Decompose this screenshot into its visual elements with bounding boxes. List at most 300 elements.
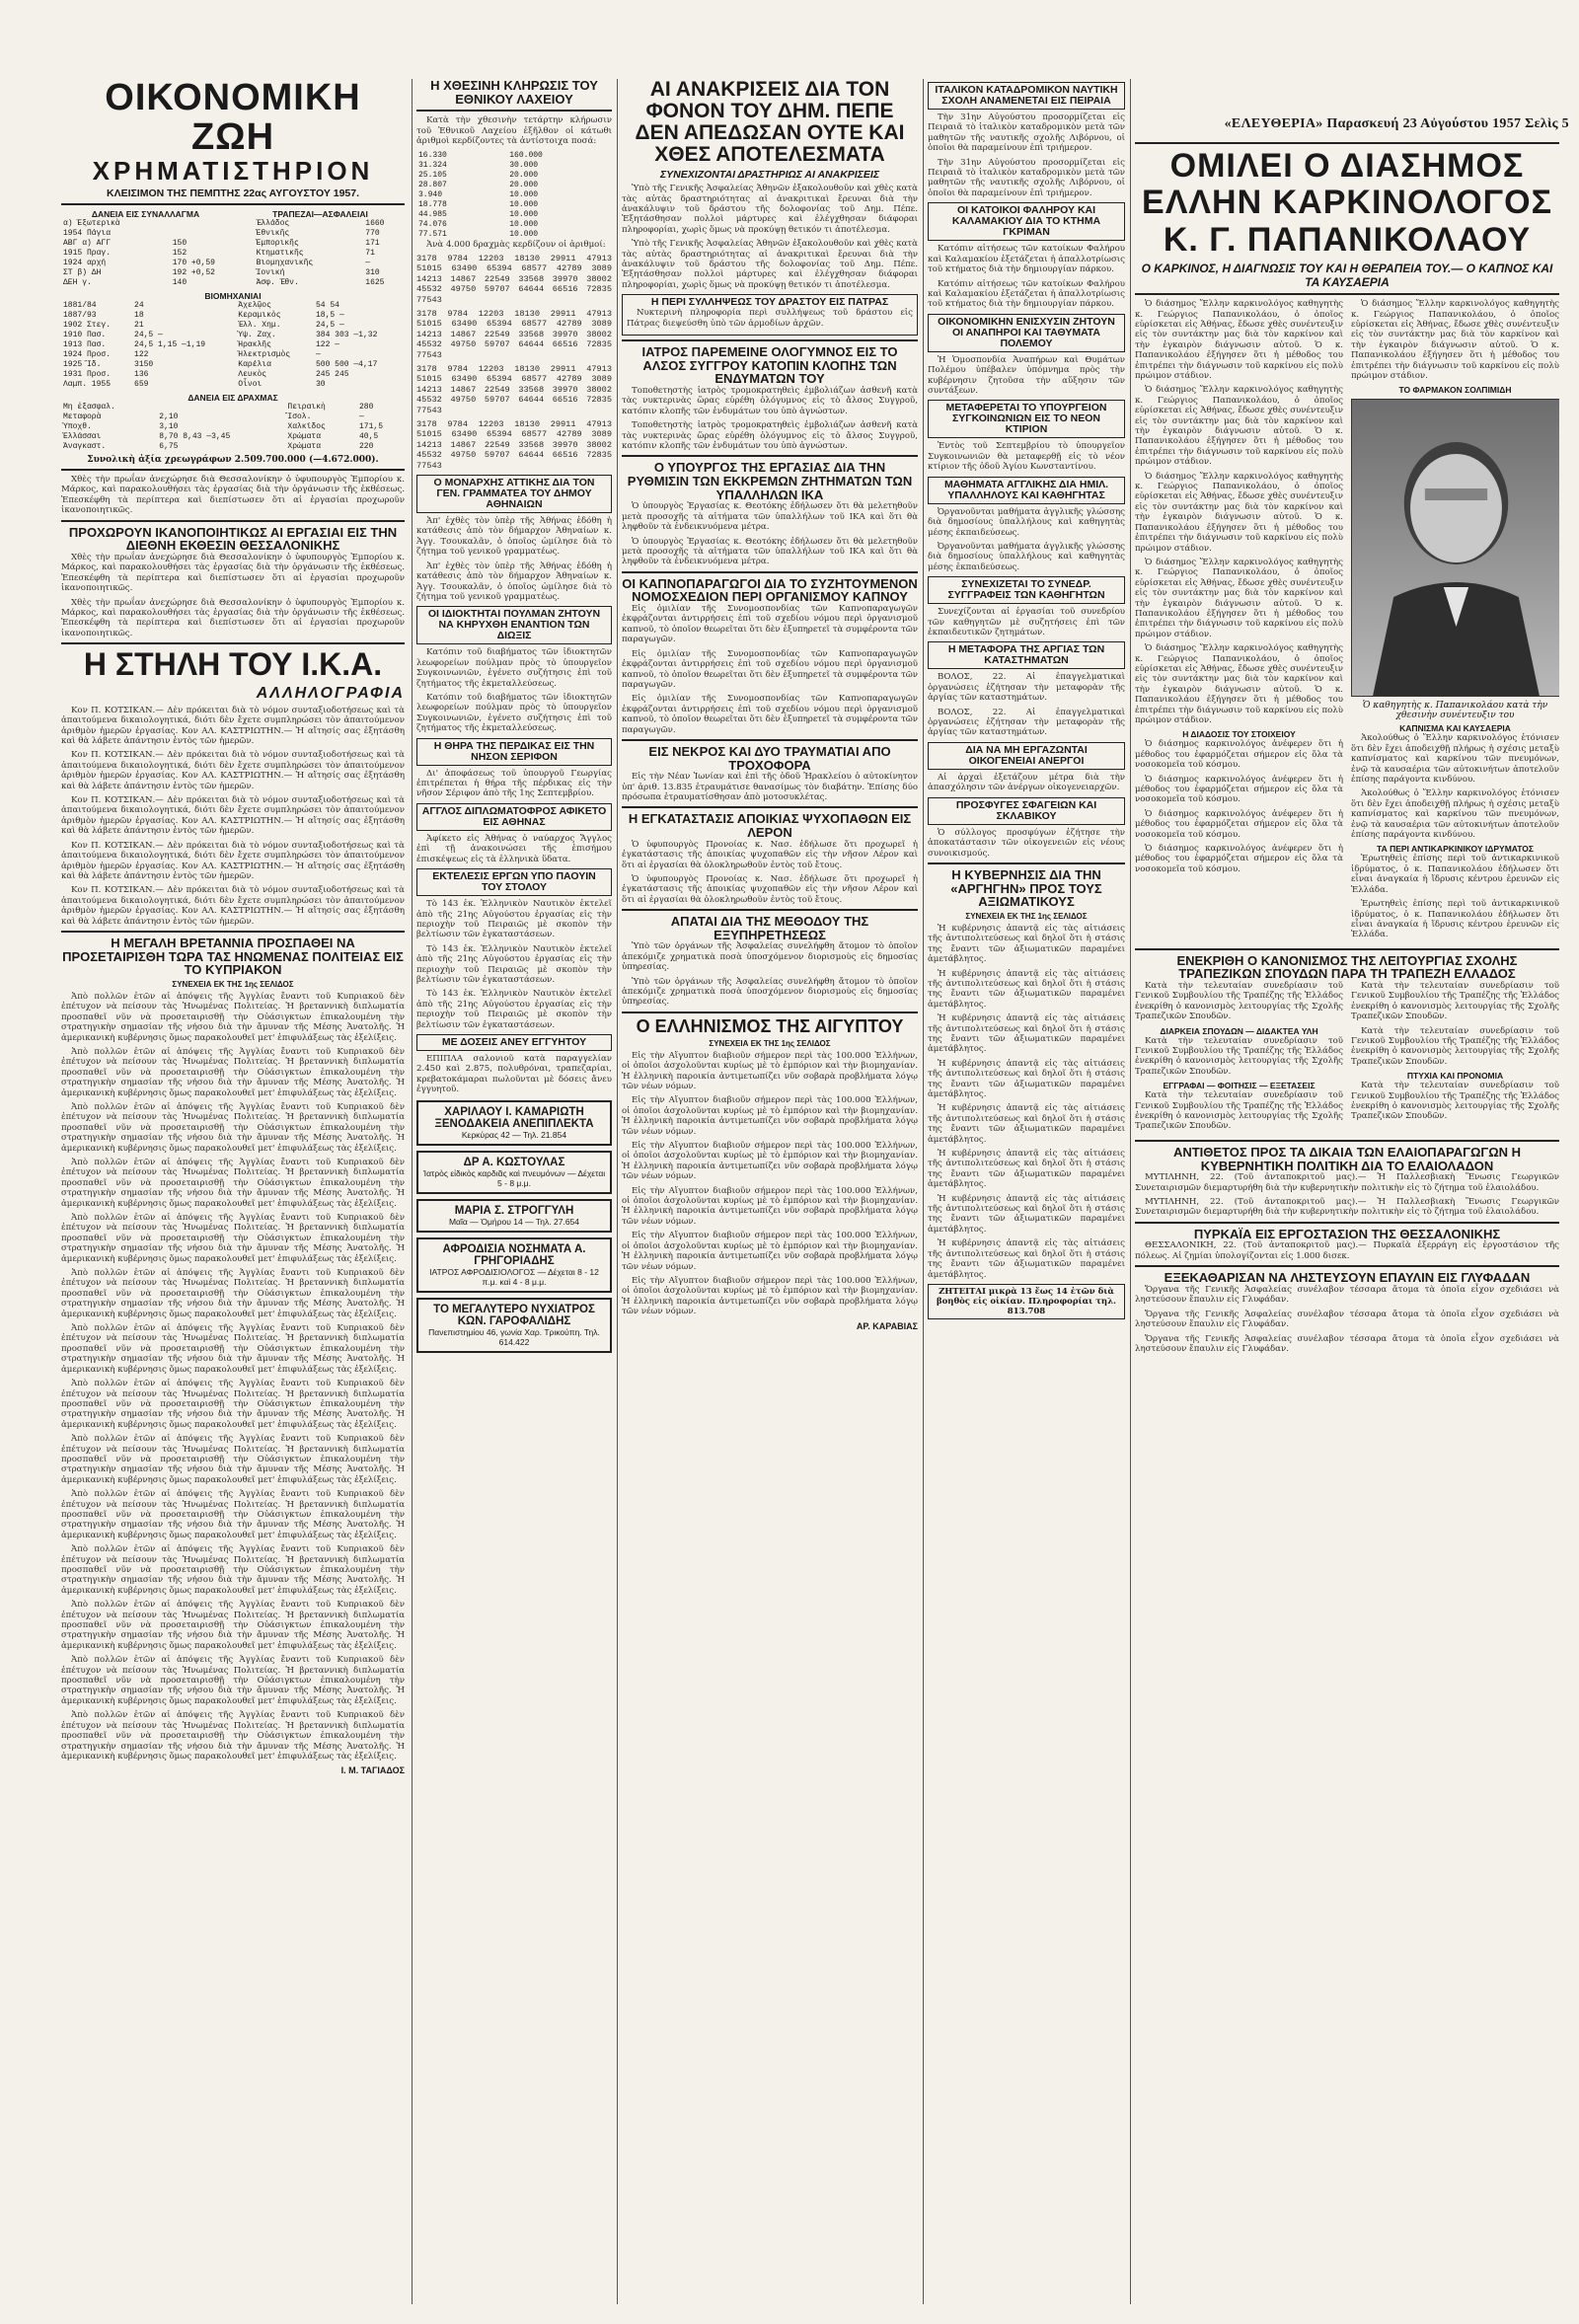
article-body: Τὴν 31ην Αὐγούστου προσορμίζεται εἰς Πειραιᾶ τὸ ἰταλικὸν καταδρομικὸν μετὰ τῶν μαθητῶν τῆς ναυτικῆς σχολῆς Λιβόρνου, οἱ ὁποῖοι θὰ παραμείνουν ἐπὶ τριήμερον. xyxy=(928,112,1125,154)
table-cell: 6,75 xyxy=(159,442,179,452)
article-body: Ἀπὸ πολλῶν ἐτῶν αἱ ἀπόψεις τῆς Ἀγγλίας ἔναντι τοῦ Κυπριακοῦ δὲν ἐπέτυχον νὰ πείσουν τὰς Ἡνωμένας Πολιτείας. Ἡ βρεταννικὴ διπλωματία προσπαθεῖ νῦν νὰ προσεταιρισθῇ τὴν Οὐάσιγκτων ἐπικαλουμένη τὴν στρατηγικὴν σημασίαν τῆς νήσου διὰ τὴν ἄμυναν τῆς Μέσης Ἀνατολῆς. Ἡ ἀμερικανικὴ κυβέρνησις ὅμως παρακολουθεῖ μετ' ἐπιφυλάξεως τὰς ἐξελίξεις. xyxy=(61,1268,405,1319)
portrait-photo xyxy=(1351,399,1559,697)
table-row xyxy=(416,230,612,240)
table-cell: — xyxy=(359,412,364,422)
article-body: Δι' ἀποφάσεως τοῦ ὑπουργοῦ Γεωργίας ἐπιτρέπεται ἡ θήρα τῆς πέρδικας εἰς τὴν νῆσον Σέριφον ἀπὸ τῆς 1ης Σεπτεμβρίου. xyxy=(416,768,612,799)
table-cell: Ἀναγκαστ. xyxy=(63,442,107,452)
table-cell: 20.000 xyxy=(509,180,539,189)
article-body: Ἀπὸ πολλῶν ἐτῶν αἱ ἀπόψεις τῆς Ἀγγλίας ἔναντι τοῦ Κυπριακοῦ δὲν ἐπέτυχον νὰ πείσουν τὰς Ἡνωμένας Πολιτείας. Ἡ βρεταννικὴ διπλωματία προσπαθεῖ νῦν νὰ προσεταιρισθῇ τὴν Οὐάσιγκτων ἐπικαλουμένη τὴν στρατηγικὴν σημασίαν τῆς νήσου διὰ τὴν ἄμυναν τῆς Μέσης Ἀνατολῆς. Ἡ ἀμερικανικὴ κυβέρνησις ὅμως παρακολουθεῖ μετ' ἐπιφυλάξεως τὰς ἐξελίξεις. xyxy=(61,1101,405,1154)
table-row xyxy=(61,370,405,380)
article-headline: Ο ΥΠΟΥΡΓΟΣ ΤΗΣ ΕΡΓΑΣΙΑΣ ΔΙΑ ΤΗΝ ΡΥΘΜΙΣΙΝ ΤΩΝ ΕΚΚΡΕΜΩΝ ΖΗΤΗΜΑΤΩΝ ΤΩΝ ΥΠΑΛΛΗΛΩΝ ΙΚΑ xyxy=(627,460,913,502)
dateline: ΚΛΕΙΣΙΜΟΝ ΤΗΣ ΠΕΜΠΤΗΣ 22ας ΑΥΓΟΥΣΤΟΥ 1957. xyxy=(106,187,360,200)
table-cell: ΔΕΗ γ. xyxy=(63,278,92,288)
article-headline: ΑΝΤΙΘΕΤΟΣ ΠΡΟΣ ΤΑ ΔΙΚΑΙΑ ΤΩΝ ΕΛΑΙΟΠΑΡΑΓΩΓΩΝ Η ΚΥΒΕΡΝΗΤΙΚΗ ΠΟΛΙΤΙΚΗ ΔΙΑ ΤΟ ΕΛΑΙΟΛΑΔΟΝ xyxy=(1172,1144,1522,1173)
table-row xyxy=(61,380,405,390)
ad-name: ΤΟ ΜΕΓΑΛΥΤΕΡΟ ΝΥΧΙΑΤΡΟΣ ΚΩΝ. ΓΑΡΟΦΑΛΙΔΗΣ xyxy=(433,1303,595,1327)
article-body: Ὀργανοῦνται μαθήματα ἀγγλικῆς γλώσσης διὰ δημοσίους ὑπαλλήλους καὶ καθηγητὰς μέσης ἐκπαιδεύσεως. xyxy=(928,541,1125,572)
article-body: Κον Π. ΚΟΤΣΙΚΑΝ.— Δὲν πρόκειται διὰ τὸ νόμον συνταξιοδοτήσεως καὶ τὰ ἀπαιτούμενα δικαιολογητικά, διότι δὲν ἔχετε συμπληρώσει τὸν ἀπαιτούμενον ἀριθμὸν ἡμερῶν ἐργασίας. Κον ΑΛ. ΚΑΣΤΡΙΩΤΗΝ.— Ἡ αἴτησίς σας ἐξητάσθη καὶ θὰ λάβετε ἀπάντησιν ἐντὸς τῶν ἡμερῶν. xyxy=(61,795,405,837)
article-body: Κον Π. ΚΟΤΣΙΚΑΝ.— Δὲν πρόκειται διὰ τὸ νόμον συνταξιοδοτήσεως καὶ τὰ ἀπαιτούμενα δικαιολογητικά, διότι δὲν ἔχετε συμπληρώσει τὸν ἀπαιτούμενον ἀριθμὸν ἡμερῶν ἐργασίας. Κον ΑΛ. ΚΑΣΤΡΙΩΤΗΝ.— Ἡ αἴτησίς σας ἐξητάσθη καὶ θὰ λάβετε ἀπάντησιν ἐντὸς τῶν ἡμερῶν. xyxy=(61,705,405,747)
table-cell: 1954 Πάγια xyxy=(63,229,112,239)
article-body: Ἀκολούθως ὁ Ἕλλην καρκινολόγος ἐτόνισεν ὅτι δὲν ἔχει ἀποδειχθῇ πλήρως ἡ σχέσις μεταξὺ καπνίσματος καὶ καρκίνου τῶν πνευμόνων, ἐνῷ τὰ καυσαέρια τῶν αὐτοκινήτων ἀποτελοῦν ἐπίσης παράγοντα κινδύνου. xyxy=(1351,788,1559,841)
article-body: Κατόπιν τοῦ διαβήματος τῶν ἰδιοκτητῶν λεωφορείων πούλμαν πρὸς τὸ ὑπουργεῖον Συγκοινωνιῶν, ἐγένετο συζήτησις ἐπὶ τοῦ ζητήματος τῆς ἐκμεταλλεύσεως. xyxy=(416,693,612,734)
table-cell: Καρέλια xyxy=(238,360,271,370)
article-headline: ΠΡΟΧΩΡΟΥΝ ΙΚΑΝΟΠΟΙΗΤΙΚΩΣ ΑΙ ΕΡΓΑΣΙΑΙ ΕΙΣ ΤΗΝ ΔΙΕΘΝΗ ΕΚΘΕΣΙΝ ΘΕΣΣΑΛΟΝΙΚΗΣ xyxy=(68,524,398,554)
article-subhead: Η ΔΙΑΔΟΣΙΣ ΤΟΥ ΣΤΟΙΧΕΙΟΥ xyxy=(1182,729,1296,740)
article-body: Ἀπ' ἐχθὲς τὸν ὑπὲρ τῆς Ἀθήνας ἐδόθη ἡ κατάθεσις ἀπὸ τὸν δήμαρχον Ἀθηναίων κ. Ἀγγ. Τσουκαλᾶν, ὁ ὁποῖος ὡμίλησε διὰ τὸ ζήτημα τοῦ γενικοῦ γραμματέως. xyxy=(416,561,612,602)
article-body: Εἰς ὁμιλίαν τῆς Συνομοσπονδίας τῶν Καπνοπαραγωγῶν ἐκφράζονται ἀντιρρήσεις ἐπὶ τοῦ σχεδίου νόμου περὶ ὀργανισμοῦ καπνοῦ, τὸ ὁποῖον θεωρεῖται ὅτι δὲν ἐξυπηρετεῖ τὰ συμφέροντα τῶν παραγωγῶν. xyxy=(622,694,918,735)
article-body: Ἐντὸς τοῦ Σεπτεμβρίου τὸ ὑπουργεῖον Συγκοινωνιῶν θὰ μεταφερθῇ εἰς τὸ νέον κτίριον τῆς ὁδοῦ Ἀγίου Κωνσταντίνου. xyxy=(928,441,1125,473)
article-body: Ἡ κυβέρνησις ἀπαντᾷ εἰς τὰς αἰτιάσεις τῆς ἀντιπολιτεύσεως καὶ δηλοῖ ὅτι ἡ στάσις της ἔναντι τῶν ἀξιωματικῶν παραμένει ἀμετάβλητος. xyxy=(928,1058,1125,1099)
article-body: Εἰς τὴν Νέαν Ἰωνίαν καὶ ἐπὶ τῆς ὁδοῦ Ἡρακλείου ὁ αὐτοκίνητον ὑπ' ἀριθ. 13.835 ἐτραυμάτισε θανασίμως τὸν διαβάτην. Ἐπίσης δύο πρόσωπα ἐτραυματίσθησαν ἀπὸ μοτοσυκλέτας. xyxy=(622,772,918,803)
article-headline: ΠΡΟΣΦΥΓΕΣ ΣΦΑΓΕΙΩΝ ΚΑΙ ΣΚΛΑΒΙΚΟΥ xyxy=(955,798,1097,822)
table-cell: 280 xyxy=(359,403,374,412)
article-body: Ἀφίκετο εἰς Ἀθήνας ὁ ναύαρχος Ἄγγλος ἐπὶ τῇ ἀνακοινώσει τῆς ἐπισήμου ἐπισκέψεως εἰς τὰ ἑλληνικὰ ὕδατα. xyxy=(416,833,612,864)
column-briefs xyxy=(928,79,1125,2306)
table-row xyxy=(416,151,612,161)
lottery-numbers: 3178 9784 12203 18130 29911 47913 51015 63490 65394 68577 42789 3089 14213 14867 22549 33568 39970 38002 45532 49750 59707 64644 66516 72835 77543 xyxy=(416,253,612,305)
table-row xyxy=(61,350,405,360)
table-row xyxy=(416,200,612,210)
table-cell: Ἡρακλῆς xyxy=(238,340,271,350)
table-cell: 2,10 xyxy=(159,412,179,422)
article-body: Ἀπὸ πολλῶν ἐτῶν αἱ ἀπόψεις τῆς Ἀγγλίας ἔναντι τοῦ Κυπριακοῦ δὲν ἐπέτυχον νὰ πείσουν τὰς Ἡνωμένας Πολιτείας. Ἡ βρεταννικὴ διπλωματία προσπαθεῖ νῦν νὰ προσεταιρισθῇ τὴν Οὐάσιγκτων ἐπικαλουμένη τὴν στρατηγικὴν σημασίαν τῆς νήσου διὰ τὴν ἄμυναν τῆς Μέσης Ἀνατολῆς. Ἡ ἀμερικανικὴ κυβέρνησις ὅμως παρακολουθεῖ μετ' ἐπιφυλάξεως τὰς ἐξελίξεις. xyxy=(61,1379,405,1430)
article-body: Ὑπὸ τῶν ὀργάνων τῆς Ἀσφαλείας συνελήφθη ἄτομον τὸ ὁποῖον ἀπεκόμιζε χρηματικὰ ποσὰ ὑποσχόμενον διορισμοὺς εἰς δημοσίας ὑπηρεσίας. xyxy=(622,976,918,1008)
table-row xyxy=(61,311,405,321)
article-body: Τοποθετηστὴς ἰατρὸς τρομοκρατηθεὶς ἐμβολιάζων ἀσθενῆ κατὰ τὰς νυκτερινὰς ὥρας εὑρέθη ὀλόγυμνος εἰς τὸ ἄλσος Συγγροῦ, κατόπιν κλοπῆς τῶν ἐνδυμάτων του ὑπὸ ἀγνώστων. xyxy=(622,420,918,452)
article-headline: ΜΕΤΑΦΕΡΕΤΑΙ ΤΟ ΥΠΟΥΡΓΕΙΟΝ ΣΥΓΚΟΙΝΩΝΙΩΝ ΕΙΣ ΤΟ ΝΕΟΝ ΚΤΙΡΙΟΝ xyxy=(945,402,1107,436)
table-cell: α) Ἐξωτερικὰ xyxy=(63,219,120,229)
table-cell: Ἠλεκτρισμὸς xyxy=(238,350,291,360)
lottery-numbers: 3178 9784 12203 18130 29911 47913 51015 63490 65394 68577 42789 3089 14213 14867 22549 33568 39970 38002 45532 49750 59707 64644 66516 72835 77543 xyxy=(416,419,612,471)
article-headline: Η ΠΕΡΙ ΣΥΛΛΗΨΕΩΣ ΤΟΥ ΔΡΑΣΤΟΥ ΕΙΣ ΠΑΤΡΑΣ xyxy=(650,296,889,309)
table-cell: Ἀχελῷος xyxy=(238,301,271,311)
article-body: Κατὰ τὴν τελευταίαν συνεδρίασιν τοῦ Γενικοῦ Συμβουλίου τῆς Τραπέζης τῆς Ἑλλάδος ἐνεκρίθη ὁ κανονισμὸς λειτουργίας τῆς Σχολῆς Τραπεζικῶν Σπουδῶν. xyxy=(1351,1025,1559,1067)
table-row xyxy=(61,340,405,350)
article-headline: ΟΙΚΟΝΟΜΙΚΗΝ ΕΝΙΣΧΥΣΙΝ ΖΗΤΟΥΝ ΟΙ ΑΝΑΠΗΡΟΙ ΚΑΙ ΤΑΘΥΜΑΤΑ ΠΟΛΕΜΟΥ xyxy=(938,315,1115,349)
article-body: Κατὰ τὴν τελευταίαν συνεδρίασιν τοῦ Γενικοῦ Συμβουλίου τῆς Τραπέζης τῆς Ἑλλάδος ἐνεκρίθη ὁ κανονισμὸς λειτουργίας τῆς Σχολῆς Τραπεζικῶν Σπουδῶν. xyxy=(1135,1090,1343,1132)
article-subhead: ΤΟ ΦΑΡΜΑΚΟΝ ΣΟΛΠΙΜΙΔΗ xyxy=(1398,385,1512,396)
classified-ad xyxy=(416,1100,612,1146)
table-cell: 1931 Προσ. xyxy=(63,370,112,380)
table-cell: 16.330 xyxy=(418,150,447,160)
article-body: Τὴν 31ην Αὐγούστου προσορμίζεται εἰς Πειραιᾶ τὸ ἰταλικὸν καταδρομικὸν μετὰ τῶν μαθητῶν τῆς ναυτικῆς σχολῆς Λιβόρνου, οἱ ὁποῖοι θὰ παραμείνουν ἐπὶ τριήμερον. xyxy=(928,157,1125,198)
article-body: Ὁ διάσημος Ἕλλην καρκινολόγος καθηγητὴς κ. Γεώργιος Παπανικολάου, ὁ ὁποῖος εὑρίσκεται εἰς Ἀθήνας, ἔδωσε χθὲς συνέντευξιν εἰς τὸν συντάκτην μας διὰ τὸν καρκίνον καὶ τὴν ἐγκαιρὸν διάγνωσιν αὐτοῦ. Ὁ κ. Παπανικολάου ἐξήγησεν ὅτι ἡ μέθοδος του ἐπιτρέπει τὴν διάγνωσιν τοῦ καρκίνου εἰς πολὺ πρώιμον στάδιον. xyxy=(1135,471,1343,554)
article-body: Κατὰ τὴν τελευταίαν συνεδρίασιν τοῦ Γενικοῦ Συμβουλίου τῆς Τραπέζης τῆς Ἑλλάδος ἐνεκρίθη ὁ κανονισμὸς λειτουργίας τῆς Σχολῆς Τραπεζικῶν Σπουδῶν. xyxy=(1351,981,1559,1022)
article-headline: Η ΜΕΓΑΛΗ ΒΡΕΤΑΝΝΙΑ ΠΡΟΣΠΑΘΕΙ ΝΑ ΠΡΟΣΕΤΑΙΡΙΣΘΗ ΤΩΡΑ ΤΑΣ ΗΝΩΜΕΝΑΣ ΠΟΛΙΤΕΙΑΣ ΕΙΣ ΤΟ ΚΥΠΡΙΑΚΟΝ xyxy=(62,935,404,978)
article-headline: Η ΜΕΤΑΦΟΡΑ ΤΗΣ ΑΡΓΙΑΣ ΤΩΝ ΚΑΤΑΣΤΗΜΑΤΩΝ xyxy=(947,643,1105,667)
table-head: ΤΡΑΠΕΖΑΙ—ΑΣΦΑΛΕΙΑΙ xyxy=(272,209,368,220)
table-cell: 18 xyxy=(134,311,144,321)
table-cell: Πειραικὴ xyxy=(287,403,326,412)
table-cell: Ἐμπορικῆς xyxy=(256,239,299,249)
lottery-table xyxy=(416,151,612,240)
article-body: Εἰς τὴν Αἴγυπτον διαβιοῦν σήμερον περὶ τὰς 100.000 Ἑλλήνων, οἱ ὁποῖοι ἀσχολοῦνται κυρίως μὲ τὸ ἐμπόριον καὶ τὴν βιομηχανίαν. Ἡ ἑλληνικὴ παροικία ἀντιμετωπίζει νῦν σοβαρὰ προβλήματα λόγῳ τῶν νέων νόμων. xyxy=(622,1275,918,1317)
table-cell: 171 xyxy=(365,239,380,249)
table-row xyxy=(61,239,405,249)
article-body: Ὄργανα τῆς Γενικῆς Ἀσφαλείας συνέλαβον τέσσαρα ἄτομα τὰ ὁποῖα εἶχον σχεδιάσει νὰ ληστεύσουν ἔπαυλιν εἰς Γλυφάδαν. xyxy=(1135,1284,1559,1306)
article-body: Ὁ διάσημος Ἕλλην καρκινολόγος καθηγητὴς κ. Γεώργιος Παπανικολάου, ὁ ὁποῖος εὑρίσκεται εἰς Ἀθήνας, ἔδωσε χθὲς συνέντευξιν εἰς τὸν συντάκτην μας διὰ τὸν καρκίνον καὶ τὴν ἐγκαιρὸν διάγνωσιν αὐτοῦ. Ὁ κ. Παπανικολάου ἐξήγησεν ὅτι ἡ μέθοδος του ἐπιτρέπει τὴν διάγνωσιν τοῦ καρκίνου εἰς πολὺ πρώιμον στάδιον. xyxy=(1135,557,1343,639)
article-body: ΕΠΙΠΛΑ σαλονιοῦ κατὰ παραγγελίαν 2.450 καὶ 2.875, πολυθρόναι, τραπεζαρίαι, κρεβατοκάμαραι πωλοῦνται μὲ δόσεις ἄνευ ἐγγυητοῦ. xyxy=(416,1054,612,1095)
ad-line: Κερκύρας 42 — Τηλ. 21.854 xyxy=(461,1129,567,1140)
table-cell: 1924 Προσ. xyxy=(63,350,112,360)
table-cell: 21 xyxy=(134,321,144,331)
article-headline: ΟΙ ΙΔΙΟΚΤΗΤΑΙ ΠΟΥΛΜΑΝ ΖΗΤΟΥΝ ΝΑ ΚΗΡΥΧΘΗ ΕΝΑΝΤΙΟΝ ΤΩΝ ΔΙΩΞΙΣ xyxy=(427,608,601,642)
table-cell xyxy=(171,219,255,229)
table-cell: 1924 αρχή xyxy=(63,259,107,268)
article-body: Ὁ διάσημος Ἕλλην καρκινολόγος καθηγητὴς κ. Γεώργιος Παπανικολάου, ὁ ὁποῖος εὑρίσκεται εἰς Ἀθήνας, ἔδωσε χθὲς συνέντευξιν εἰς τὸν συντάκτην μας διὰ τὸν καρκίνον καὶ τὴν ἐγκαιρὸν διάγνωσιν αὐτοῦ. Ὁ κ. Παπανικολάου ἐξήγησεν ὅτι ἡ μέθοδος του ἐπιτρέπει τὴν διάγνωσιν τοῦ καρκίνου εἰς πολὺ πρώιμον στάδιον. xyxy=(1135,299,1343,382)
ad-line: Ἰατρὸς εἰδικὸς καρδιᾶς καὶ πνευμόνων — Δέχεται 5 - 8 μ.μ. xyxy=(422,1167,606,1188)
article-headline: ΜΑΘΗΜΑΤΑ ΑΓΓΛΙΚΗΣ ΔΙΑ ΗΜΙΛ. ΥΠΑΛΛΗΛΟΥΣ ΚΑΙ ΚΑΘΗΓΗΤΑΣ xyxy=(943,478,1109,501)
table-cell: 74.076 xyxy=(418,219,447,229)
article-body: ΘΕΣΣΑΛΟΝΙΚΗ, 22. (Τοῦ ἀνταποκριτοῦ μας).— Πυρκαϊὰ ἐξερράγη εἰς ἐργοστάσιον τῆς πόλεως. Αἱ ζημίαι ὑπολογίζονται εἰς 1.000 δισεκ. xyxy=(1135,1240,1559,1261)
article-subhead: ΕΓΓΡΑΦΑΙ — ΦΟΙΤΗΣΙΣ — ΕΞΕΤΑΣΕΙΣ xyxy=(1163,1081,1316,1091)
table-cell: 384 303 —1,32 xyxy=(315,331,378,340)
table-cell: Βιομηχανικῆς xyxy=(256,259,314,268)
article-body: Ὄργανα τῆς Γενικῆς Ἀσφαλείας συνέλαβον τέσσαρα ἄτομα τὰ ὁποῖα εἶχον σχεδιάσει νὰ ληστεύσουν ἔπαυλιν εἰς Γλυφάδαν. xyxy=(1135,1309,1559,1330)
article-headline: Η ΧΘΕΣΙΝΗ ΚΛΗΡΩΣΙΣ ΤΟΥ ΕΘΝΙΚΟΥ ΛΑΧΕΙΟΥ xyxy=(430,79,598,107)
table-cell: Ἑλλάδος xyxy=(256,219,290,229)
table-cell: Οἶνοι xyxy=(238,380,263,390)
article-body: Εἰς ὁμιλίαν τῆς Συνομοσπονδίας τῶν Καπνοπαραγωγῶν ἐκφράζονται ἀντιρρήσεις ἐπὶ τοῦ σχεδίου νόμου περὶ ὀργανισμοῦ καπνοῦ, τὸ ὁποῖον θεωρεῖται ὅτι δὲν ἐξυπηρετεῖ τὰ συμφέροντα τῶν παραγωγῶν. xyxy=(622,604,918,645)
table-cell: 192 +0,52 xyxy=(172,268,215,278)
article-body: Ὁ διάσημος καρκινολόγος ἀνέφερεν ὅτι ἡ μέθοδος του ἐφαρμόζεται σήμερον εἰς ὅλα τὰ νοσοκομεῖα τοῦ κόσμου. xyxy=(1135,808,1343,840)
article-headline: ΟΙ ΚΑΤΟΙΚΟΙ ΦΑΛΗΡΟΥ ΚΑΙ ΚΑΛΑΜΑΚΙΟΥ ΔΙΑ ΤΟ ΚΤΗΜΑ ΓΚΡΙΜΑΝ xyxy=(951,204,1101,239)
article-body: Ἀπὸ πολλῶν ἐτῶν αἱ ἀπόψεις τῆς Ἀγγλίας ἔναντι τοῦ Κυπριακοῦ δὲν ἐπέτυχον νὰ πείσουν τὰς Ἡνωμένας Πολιτείας. Ἡ βρεταννικὴ διπλωματία προσπαθεῖ νῦν νὰ προσεταιρισθῇ τὴν Οὐάσιγκτων ἐπικαλουμένη τὴν στρατηγικὴν σημασίαν τῆς νήσου διὰ τὴν ἄμυναν τῆς Μέσης Ἀνατολῆς. Ἡ ἀμερικανικὴ κυβέρνησις ὅμως παρακολουθεῖ μετ' ἐπιφυλάξεως τὰς ἐξελίξεις. xyxy=(61,1213,405,1264)
table-cell: 31.324 xyxy=(418,160,447,170)
article-body: Ὁ διάσημος καρκινολόγος ἀνέφερεν ὅτι ἡ μέθοδος του ἐφαρμόζεται σήμερον εἰς ὅλα τὰ νοσοκομεῖα τοῦ κόσμου. xyxy=(1135,739,1343,771)
article-body: Ἀπὸ πολλῶν ἐτῶν αἱ ἀπόψεις τῆς Ἀγγλίας ἔναντι τοῦ Κυπριακοῦ δὲν ἐπέτυχον νὰ πείσουν τὰς Ἡνωμένας Πολιτείας. Ἡ βρεταννικὴ διπλωματία προσπαθεῖ νῦν νὰ προσεταιρισθῇ τὴν Οὐάσιγκτων ἐπικαλουμένη τὴν στρατηγικὴν σημασίαν τῆς νήσου διὰ τὴν ἄμυναν τῆς Μέσης Ἀνατολῆς. Ἡ ἀμερικανικὴ κυβέρνησις ὅμως παρακολουθεῖ μετ' ἐπιφυλάξεως τὰς ἐξελίξεις. xyxy=(61,1323,405,1375)
article-body: Συνεχίζονται αἱ ἐργασίαι τοῦ συνεδρίου τῶν καθηγητῶν μὲ συζητήσεις ἐπὶ τῶν ἐκπαιδευτικῶν ζητημάτων. xyxy=(928,607,1125,638)
classified-ad xyxy=(416,1151,612,1194)
table-row xyxy=(61,278,405,288)
article-headline: ΑΠΑΤΑΙ ΔΙΑ ΤΗΣ ΜΕΘΟΔΟΥ ΤΗΣ ΕΞΥΠΗΡΕΤΗΣΕΩΣ xyxy=(670,914,869,942)
article-body: ΜΥΤΙΛΗΝΗ, 22. (Τοῦ ἀνταποκριτοῦ μας).— Ἡ Παλλεσβιακὴ Ἕνωσις Γεωργικῶν Συνεταιρισμῶν διεμαρτυρήθη διὰ τὴν κυβερνητικὴν πολιτικὴν εἰς τὸ ζήτημα τοῦ ἐλαιολάδου. xyxy=(1135,1172,1559,1193)
ad-name: ΜΑΡΙΑ Σ. ΣΤΡΟΓΓΥΛΗ xyxy=(454,1204,574,1217)
table-cell: 10.000 xyxy=(509,219,539,229)
table-row xyxy=(61,412,405,422)
masthead: «ΕΛΕΥΘΕΡΙΑ» Παρασκευή 23 Αὐγούστου 1957 Σελὶς 5 xyxy=(1224,116,1569,131)
table-cell: Κεραμικὸς xyxy=(238,311,281,321)
table-cell: 40,5 xyxy=(359,432,379,442)
table-cell: Ἰονική xyxy=(256,268,285,278)
article-headline: Η ΣΤΗΛΗ ΤΟΥ Ι.Κ.Α. xyxy=(83,646,383,683)
article-body: Εἰς τὴν Αἴγυπτον διαβιοῦν σήμερον περὶ τὰς 100.000 Ἑλλήνων, οἱ ὁποῖοι ἀσχολοῦνται κυρίως μὲ τὸ ἐμπόριον καὶ τὴν βιομηχανίαν. Ἡ ἑλληνικὴ παροικία ἀντιμετωπίζει νῦν σοβαρὰ προβλήματα λόγῳ τῶν νέων νόμων. xyxy=(622,1095,918,1137)
table-cell: 3.940 xyxy=(418,189,443,199)
article-body: Ἡ κυβέρνησις ἀπαντᾷ εἰς τὰς αἰτιάσεις τῆς ἀντιπολιτεύσεως καὶ δηλοῖ ὅτι ἡ στάσις της ἔναντι τῶν ἀξιωματικῶν παραμένει ἀμετάβλητος. xyxy=(928,1103,1125,1145)
article-body: Ὁ σύλλογος προσφύγων ἐζήτησε τὴν ἀποκατάστασιν τῶν οἰκογενειῶν εἰς νέους συνοικισμούς. xyxy=(928,827,1125,859)
table-cell: Ἴσολ. xyxy=(287,412,312,422)
table-cell: 18,5 — xyxy=(315,311,344,321)
table-cell: 1881/84 xyxy=(63,301,97,311)
section-title: ΟΙΚΟΝΟΜΙΚΗ ΖΩΗ xyxy=(105,79,361,158)
table-row xyxy=(416,181,612,190)
ad-line: ΙΑΤΡΟΣ ΑΦΡΟΔΙΣΙΟΛΟΓΟΣ — Δέχεται 8 - 12 π.μ. καὶ 4 - 8 μ.μ. xyxy=(429,1266,599,1287)
article-body: Εἰς τὴν Αἴγυπτον διαβιοῦν σήμερον περὶ τὰς 100.000 Ἑλλήνων, οἱ ὁποῖοι ἀσχολοῦνται κυρίως μὲ τὸ ἐμπόριον καὶ τὴν βιομηχανίαν. Ἡ ἑλληνικὴ παροικία ἀντιμετωπίζει νῦν σοβαρὰ προβλήματα λόγῳ τῶν νέων νόμων. xyxy=(622,1141,918,1182)
article-body: Κον Π. ΚΟΤΣΙΚΑΝ.— Δὲν πρόκειται διὰ τὸ νόμον συνταξιοδοτήσεως καὶ τὰ ἀπαιτούμενα δικαιολογητικά, διότι δὲν ἔχετε συμπληρώσει τὸν ἀπαιτούμενον ἀριθμὸν ἡμερῶν ἐργασίας. Κον ΑΛ. ΚΑΣΤΡΙΩΤΗΝ.— Ἡ αἴτησίς σας ἐξητάσθη καὶ θὰ λάβετε ἀπάντησιν ἐντὸς τῶν ἡμερῶν. xyxy=(61,885,405,927)
article-headline: ΕΝΕΚΡΙΘΗ Ο ΚΑΝΟΝΙΣΜΟΣ ΤΗΣ ΛΕΙΤΟΥΡΓΙΑΣ ΣΧΟΛΗΣ ΤΡΑΠΕΖΙΚΩΝ ΣΠΟΥΔΩΝ ΠΑΡΑ ΤΗ ΤΡΑΠΕΖΗ ΕΛΛΑΔΟΣ xyxy=(1176,952,1518,982)
table-cell: 140 xyxy=(172,278,188,288)
article-body: Τὸ 143 ἐκ. Ἑλληνικὸν Ναυτικὸν ἐκτελεῖ ἀπὸ τῆς 21ης Αὐγούστου ἐργασίας εἰς τὴν περιοχὴν τοῦ Πειραιῶς μὲ σκοπὸν τὴν βελτίωσιν τῶν ἐγκαταστάσεων. xyxy=(416,989,612,1030)
table-cell: 1887/93 xyxy=(63,311,97,321)
article-body: Εἰς ὁμιλίαν τῆς Συνομοσπονδίας τῶν Καπνοπαραγωγῶν ἐκφράζονται ἀντιρρήσεις ἐπὶ τοῦ σχεδίου νόμου περὶ ὀργανισμοῦ καπνοῦ, τὸ ὁποῖον θεωρεῖται ὅτι δὲν ἐξυπηρετεῖ τὰ συμφέροντα τῶν παραγωγῶν. xyxy=(622,648,918,690)
article-body: Ὁ ὑφυπουργὸς Προνοίας κ. Νασ. ἐδήλωσε ὅτι προχωρεῖ ἡ ἐγκατάστασις τῆς ἀποικίας ψυχοπαθῶν εἰς τὴν νῆσον Λέρον καὶ ὅτι αἱ ἐργασίαι θὰ ὁλοκληρωθοῦν ἐντὸς τοῦ ἔτους. xyxy=(622,873,918,905)
table-cell: 77.571 xyxy=(418,229,447,239)
table-row xyxy=(61,432,405,442)
table-cell: Ὑποχθ. xyxy=(63,422,92,432)
photo-caption: Ὁ καθηγητὴς κ. Παπανικολάου κατὰ τὴν χθεσινὴν συνέντευξιν του xyxy=(1362,701,1548,721)
article-headline: ΠΥΡΚΑΪΑ ΕΙΣ ΕΡΓΟΣΤΑΣΙΟΝ ΤΗΣ ΘΕΣΣΑΛΟΝΙΚΗΣ xyxy=(1193,1226,1501,1241)
table-cell: Χρώματα xyxy=(287,442,322,452)
article-body: Κον Π. ΚΟΤΣΙΚΑΝ.— Δὲν πρόκειται διὰ τὸ νόμον συνταξιοδοτήσεως καὶ τὰ ἀπαιτούμενα δικαιολογητικά, διότι δὲν ἔχετε συμπληρώσει τὸν ἀπαιτούμενον ἀριθμὸν ἡμερῶν ἐργασίας. Κον ΑΛ. ΚΑΣΤΡΙΩΤΗΝ.— Ἡ αἴτησίς σας ἐξητάσθη καὶ θὰ λάβετε ἀπάντησιν ἐντὸς τῶν ἡμερῶν. xyxy=(61,840,405,881)
column-divider xyxy=(1130,79,1131,2304)
table-cell: 136 xyxy=(134,370,149,380)
table-cell xyxy=(157,403,285,412)
article-body: Ὁ διάσημος καρκινολόγος ἀνέφερεν ὅτι ἡ μέθοδος του ἐφαρμόζεται σήμερον εἰς ὅλα τὰ νοσοκομεῖα τοῦ κόσμου. xyxy=(1135,844,1343,874)
continuation-note: ΣΥΝΕΧΕΙΑ ΕΚ ΤΗΣ 1ης ΣΕΛΙΔΟΣ xyxy=(709,1038,831,1048)
table-cell xyxy=(171,229,255,239)
lead-headline: ΟΜΙΛΕΙ Ο ΔΙΑΣΗΜΟΣ ΕΛΛΗΝ ΚΑΡΚΙΝΟΛΟΓΟΣ Κ. Γ. ΠΑΠΑΝΙΚΟΛΑΟΥ xyxy=(1142,147,1552,259)
table-cell: 24,5 — xyxy=(315,321,344,331)
article-body: Ἀπὸ πολλῶν ἐτῶν αἱ ἀπόψεις τῆς Ἀγγλίας ἔναντι τοῦ Κυπριακοῦ δὲν ἐπέτυχον νὰ πείσουν τὰς Ἡνωμένας Πολιτείας. Ἡ βρεταννικὴ διπλωματία προσπαθεῖ νῦν νὰ προσεταιρισθῇ τὴν Οὐάσιγκτων ἐπικαλουμένη τὴν στρατηγικὴν σημασίαν τῆς νήσου διὰ τὴν ἄμυναν τῆς Μέσης Ἀνατολῆς. Ἡ ἀμερικανικὴ κυβέρνησις ὅμως παρακολουθεῖ μετ' ἐπιφυλάξεως τὰς ἐξελίξεις. xyxy=(61,1655,405,1706)
table-cell: 28.807 xyxy=(418,180,447,189)
table-cell: Μεταφορὰ xyxy=(63,412,102,422)
classified-ad xyxy=(416,1199,612,1233)
article-headline: Ο ΜΟΝΑΡΧΗΣ ΑΤΤΙΚΗΣ ΔΙΑ ΤΟΝ ΓΕΝ. ΓΡΑΜΜΑΤΕΑ ΤΟΥ ΔΗΜΟΥ ΑΘΗΝΑΙΩΝ xyxy=(433,477,595,511)
article-body: Ἐρωτηθεὶς ἐπίσης περὶ τοῦ ἀντικαρκινικοῦ ἰδρύματος, ὁ κ. Παπανικολάου ἐδήλωσεν ὅτι εἶναι ἀναγκαία ἡ ἵδρυσις κέντρου ἐρευνῶν εἰς Ἑλλάδα. xyxy=(1351,854,1559,895)
column-feature xyxy=(1135,138,1559,2306)
table-cell: Λαμπ. 1955 xyxy=(63,380,112,390)
table-cell: 245 245 xyxy=(315,370,349,380)
table-cell: 310 xyxy=(365,268,380,278)
table-cell: 44.985 xyxy=(418,209,447,219)
section-subtitle: ΧΡΗΜΑΤΙΣΤΗΡΙΟΝ xyxy=(92,155,374,186)
table-cell: Ἐθνικῆς xyxy=(256,229,290,239)
column-divider xyxy=(412,79,413,2304)
table-row xyxy=(416,210,612,220)
article-headline: ΙΤΑΛΙΚΟΝ ΚΑΤΑΔΡΟΜΙΚΟΝ ΝΑΥΤΙΚΗ ΣΧΟΛΗ ΑΝΑΜΕΝΕΤΑΙ ΕΙΣ ΠΕΙΡΑΙΑ xyxy=(935,84,1118,108)
table-cell: 160.000 xyxy=(509,150,543,160)
table-cell: 152 xyxy=(172,249,188,259)
article-body: Ἀπὸ πολλῶν ἐτῶν αἱ ἀπόψεις τῆς Ἀγγλίας ἔναντι τοῦ Κυπριακοῦ δὲν ἐπέτυχον νὰ πείσουν τὰς Ἡνωμένας Πολιτείας. Ἡ βρεταννικὴ διπλωματία προσπαθεῖ νῦν νὰ προσεταιρισθῇ τὴν Οὐάσιγκτων ἐπικαλουμένη τὴν στρατηγικὴν σημασίαν τῆς νήσου διὰ τὴν ἄμυναν τῆς Μέσης Ἀνατολῆς. Ἡ ἀμερικανικὴ κυβέρνησις ὅμως παρακολουθεῖ μετ' ἐπιφυλάξεως τὰς ἐξελίξεις. xyxy=(61,1489,405,1540)
table-cell: 122 — xyxy=(315,340,339,350)
table-cell: 30.000 xyxy=(509,160,539,170)
stock-table-1 xyxy=(61,219,405,288)
table-cell: 1910 Πασ. xyxy=(63,331,107,340)
article-body: Κατὰ τὴν τελευταίαν συνεδρίασιν τοῦ Γενικοῦ Συμβουλίου τῆς Τραπέζης τῆς Ἑλλάδος ἐνεκρίθη ὁ κανονισμὸς λειτουργίας τῆς Σχολῆς Τραπεζικῶν Σπουδῶν. xyxy=(1135,1035,1343,1077)
table-row xyxy=(61,301,405,311)
article-body: Κατὰ τὴν τελευταίαν συνεδρίασιν τοῦ Γενικοῦ Συμβουλίου τῆς Τραπέζης τῆς Ἑλλάδος ἐνεκρίθη ὁ κανονισμὸς λειτουργίας τῆς Σχολῆς Τραπεζικῶν Σπουδῶν. xyxy=(1351,1081,1559,1122)
article-body: Ἀπὸ πολλῶν ἐτῶν αἱ ἀπόψεις τῆς Ἀγγλίας ἔναντι τοῦ Κυπριακοῦ δὲν ἐπέτυχον νὰ πείσουν τὰς Ἡνωμένας Πολιτείας. Ἡ βρεταννικὴ διπλωματία προσπαθεῖ νῦν νὰ προσεταιρισθῇ τὴν Οὐάσιγκτων ἐπικαλουμένη τὴν στρατηγικὴν σημασίαν τῆς νήσου διὰ τὴν ἄμυναν τῆς Μέσης Ἀνατολῆς. Ἡ ἀμερικανικὴ κυβέρνησις ὅμως παρακολουθεῖ μετ' ἐπιφυλάξεως τὰς ἐξελίξεις. xyxy=(61,1600,405,1651)
article-body: Ἀπὸ πολλῶν ἐτῶν αἱ ἀπόψεις τῆς Ἀγγλίας ἔναντι τοῦ Κυπριακοῦ δὲν ἐπέτυχον νὰ πείσουν τὰς Ἡνωμένας Πολιτείας. Ἡ βρεταννικὴ διπλωματία προσπαθεῖ νῦν νὰ προσεταιρισθῇ τὴν Οὐάσιγκτων ἐπικαλουμένη τὴν στρατηγικὴν σημασίαν τῆς νήσου διὰ τὴν ἄμυναν τῆς Μέσης Ἀνατολῆς. Ἡ ἀμερικανικὴ κυβέρνησις ὅμως παρακολουθεῖ μετ' ἐπιφυλάξεως τὰς ἐξελίξεις. xyxy=(61,1157,405,1209)
lead-subhead: ΣΥΝΕΧΙΖΟΝΤΑΙ ΔΡΑΣΤΗΡΙΩΣ ΑΙ ΑΝΑΚΡΙΣΕΙΣ xyxy=(659,169,880,182)
article-body: Τὸ 143 ἐκ. Ἑλληνικὸν Ναυτικὸν ἐκτελεῖ ἀπὸ τῆς 21ης Αὐγούστου ἐργασίας εἰς τὴν περιοχὴν τοῦ Πειραιῶς μὲ σκοπὸν τὴν βελτίωσιν τῶν ἐγκαταστάσεων. xyxy=(416,899,612,940)
table-row xyxy=(416,220,612,230)
classified-ad: ΖΗΤΕΙΤΑΙ μικρὰ 13 ἕως 14 ἐτῶν διὰ βοηθὸς εἰς οἰκίαν. Πληροφορίαι τηλ. 813.708 xyxy=(928,1284,1125,1319)
table-row xyxy=(61,219,405,229)
table-cell: 770 xyxy=(365,229,380,239)
table-row xyxy=(61,249,405,259)
article-subhead: ΤΑ ΠΕΡΙ ΑΝΤΙΚΑΡΚΙΝΙΚΟΥ ΙΔΡΥΜΑΤΟΣ xyxy=(1377,844,1534,855)
article-body: Τοποθετηστὴς ἰατρὸς τρομοκρατηθεὶς ἐμβολιάζων ἀσθενῆ κατὰ τὰς νυκτερινὰς ὥρας εὑρέθη ὀλόγυμνος εἰς τὸ ἄλσος Συγγροῦ, κατόπιν κλοπῆς τῶν ἐνδυμάτων του ὑπὸ ἀγνώστων. xyxy=(622,386,918,416)
table-cell: Ἐλλάσσαι xyxy=(63,432,102,442)
table-head: ΒΙΟΜΗΧΑΝΙΑΙ xyxy=(204,291,262,302)
article-body: Ἀνὰ 4.000 δραχμὰς κερδίζουν οἱ ἀριθμοί: xyxy=(426,239,606,250)
table-cell: 54 54 xyxy=(315,301,339,311)
article-body: Χθὲς τὴν πρωΐαν ἀνεχώρησε διὰ Θεσσαλονίκην ὁ ὑφυπουργὸς Ἐμπορίου κ. Μάρκος, καὶ παρακολουθήσει τὰς ἐργασίας διὰ τὴν ὀργάνωσιν τῆς ἐκθέσεως. Ἐπεσκέφθη τὰ περίπτερα καὶ διεπίστωσεν ὅτι αἱ ἐργασίαι προχωροῦν ἱκανοποιητικῶς. xyxy=(61,597,405,638)
ad-line: Μαῖα — Ὀμήρου 14 — Τηλ. 27.654 xyxy=(448,1216,580,1227)
classified-ad xyxy=(416,1298,612,1353)
article-headline: ΣΥΝΕΧΙΖΕΤΑΙ ΤΟ ΣΥΝΕΔΡ. ΣΥΓΓΡΑΦΕΙΣ ΤΩΝ ΚΑΘΗΓΗΤΩΝ xyxy=(947,578,1105,602)
table-cell: 24,5 1,15 —1,19 xyxy=(134,340,206,350)
article-body: Ὑπὸ τῆς Γενικῆς Ἀσφαλείας Ἀθηνῶν ἐξακολουθοῦν καὶ χθὲς κατὰ τὰς αὐτὰς δραστηριότητας αἱ ἀνακριτικαὶ ἔρευναι διὰ τὴν ἀνακάλυψιν τοῦ δράστου τῆς δολοφονίας τοῦ Δημ. Πέπε. Ἐξητάσθησαν πολλοὶ μάρτυρες καὶ ἐλέγχθησαν διάφοραι πληροφορίαι, χωρὶς ὅμως νὰ προκύψῃ θετικόν τι ἀποτέλεσμα. xyxy=(622,184,918,235)
article-body: Ὁ διάσημος καρκινολόγος ἀνέφερεν ὅτι ἡ μέθοδος του ἐφαρμόζεται σήμερον εἰς ὅλα τὰ νοσοκομεῖα τοῦ κόσμου. xyxy=(1135,774,1343,805)
lottery-numbers: 3178 9784 12203 18130 29911 47913 51015 63490 65394 68577 42789 3089 14213 14867 22549 33568 39970 38002 45532 49750 59707 64644 66516 72835 77543 xyxy=(416,363,612,415)
article-body: Κατὰ τὴν τελευταίαν συνεδρίασιν τοῦ Γενικοῦ Συμβουλίου τῆς Τραπέζης τῆς Ἑλλάδος ἐνεκρίθη ὁ κανονισμὸς λειτουργίας τῆς Σχολῆς Τραπεζικῶν Σπουδῶν. xyxy=(1135,981,1343,1022)
column-divider xyxy=(923,79,924,2304)
table-row xyxy=(61,321,405,331)
ad-name: ΧΑΡΙΛΑΟΥ Ι. ΚΑΜΑΡΙΩΤΗ ΞΕΝΟΔΑΚΕΙΑ ΑΝΕΠΙΠΛΕΚΤΑ xyxy=(434,1105,594,1130)
article-body: Εἰς τὴν Αἴγυπτον διαβιοῦν σήμερον περὶ τὰς 100.000 Ἑλλήνων, οἱ ὁποῖοι ἀσχολοῦνται κυρίως μὲ τὸ ἐμπόριον καὶ τὴν βιομηχανίαν. Ἡ ἑλληνικὴ παροικία ἀντιμετωπίζει νῦν σοβαρὰ προβλήματα λόγῳ τῶν νέων νόμων. xyxy=(622,1050,918,1091)
article-body: ΒΟΛΟΣ, 22. Αἱ ἐπαγγελματικαὶ ὀργανώσεις ἐζήτησαν τὴν μεταφορὰν τῆς ἀργίας τῶν καταστημάτων. xyxy=(928,707,1125,738)
table-row xyxy=(61,403,405,412)
table-cell: 71 xyxy=(365,249,375,259)
table-cell: Ὑψ. Ζαχ. xyxy=(238,331,276,340)
table-cell: Μη ἐξασφαλ. xyxy=(63,403,115,412)
article-body: Τὸ 143 ἐκ. Ἑλληνικὸν Ναυτικὸν ἐκτελεῖ ἀπὸ τῆς 21ης Αὐγούστου ἐργασίας εἰς τὴν περιοχὴν τοῦ Πειραιῶς μὲ σκοπὸν τὴν βελτίωσιν τῶν ἐγκαταστάσεων. xyxy=(416,943,612,985)
article-headline: ΜΕ ΔΟΣΕΙΣ ΑΝΕΥ ΕΓΓΥΗΤΟΥ xyxy=(441,1036,587,1049)
table-cell: Λευκὸς xyxy=(238,370,267,380)
column-divider xyxy=(617,79,618,2304)
table-cell: 1902 Στεγ. xyxy=(63,321,112,331)
article-body: Ἀπὸ πολλῶν ἐτῶν αἱ ἀπόψεις τῆς Ἀγγλίας ἔναντι τοῦ Κυπριακοῦ δὲν ἐπέτυχον νὰ πείσουν τὰς Ἡνωμένας Πολιτείας. Ἡ βρεταννικὴ διπλωματία προσπαθεῖ νῦν νὰ προσεταιρισθῇ τὴν Οὐάσιγκτων ἐπικαλουμένη τὴν στρατηγικὴν σημασίαν τῆς νήσου διὰ τὴν ἄμυναν τῆς Μέσης Ἀνατολῆς. Ἡ ἀμερικανικὴ κυβέρνησις ὅμως παρακολουθεῖ μετ' ἐπιφυλάξεως τὰς ἐξελίξεις. xyxy=(61,1544,405,1596)
table-cell: 220 xyxy=(359,442,374,452)
article-subhead: ΔΙΑΡΚΕΙΑ ΣΠΟΥΔΩΝ — ΔΙΔΑΚΤΕΑ ΥΛΗ xyxy=(1160,1025,1318,1036)
article-body: Ἡ κυβέρνησις ἀπαντᾷ εἰς τὰς αἰτιάσεις τῆς ἀντιπολιτεύσεως καὶ δηλοῖ ὅτι ἡ στάσις της ἔναντι τῶν ἀξιωματικῶν παραμένει ἀμετάβλητος. xyxy=(928,923,1125,965)
table-cell: Ἑλλ. Χημ. xyxy=(238,321,281,331)
article-body: Ἡ κυβέρνησις ἀπαντᾷ εἰς τὰς αἰτιάσεις τῆς ἀντιπολιτεύσεως καὶ δηλοῖ ὅτι ἡ στάσις της ἔναντι τῶν ἀξιωματικῶν παραμένει ἀμετάβλητος. xyxy=(928,1013,1125,1055)
article-body: Ἡ κυβέρνησις ἀπαντᾷ εἰς τὰς αἰτιάσεις τῆς ἀντιπολιτεύσεως καὶ δηλοῖ ὅτι ἡ στάσις της ἔναντι τῶν ἀξιωματικῶν παραμένει ἀμετάβλητος. xyxy=(928,968,1125,1010)
table-cell: 25.105 xyxy=(418,170,447,180)
article-body: Ἡ κυβέρνησις ἀπαντᾷ εἰς τὰς αἰτιάσεις τῆς ἀντιπολιτεύσεως καὶ δηλοῖ ὅτι ἡ στάσις της ἔναντι τῶν ἀξιωματικῶν παραμένει ἀμετάβλητος. xyxy=(928,1193,1125,1235)
table-cell: Χρώματα xyxy=(287,432,322,442)
table-cell: 171,5 xyxy=(359,422,384,432)
table-cell: — xyxy=(365,259,371,268)
table-cell: 10.000 xyxy=(509,229,539,239)
article-body: Ὀργανοῦνται μαθήματα ἀγγλικῆς γλώσσης διὰ δημοσίους ὑπαλλήλους καὶ καθηγητὰς μέσης ἐκπαιδεύσεως. xyxy=(928,506,1125,538)
lead-headline: ΑΙ ΑΝΑΚΡΙΣΕΙΣ ΔΙΑ ΤΟΝ ΦΟΝΟΝ ΤΟΥ ΔΗΜ. ΠΕΠΕ ΔΕΝ ΑΠΕΔΩΣΑΝ ΟΥΤΕ ΚΑΙ ΧΘΕΣ ΑΠΟΤΕΛΕΣΜΑΤΑ xyxy=(635,79,905,167)
author-signature: ΑΡ. ΚΑΡΑΒΙΑΣ xyxy=(856,1320,918,1331)
portrait-silhouette-icon xyxy=(1352,400,1559,696)
table-head: ΔΑΝΕΙΑ ΕΙΣ ΔΡΑΧΜΑΣ xyxy=(188,393,278,404)
table-row xyxy=(61,268,405,278)
table-cell: 10.000 xyxy=(509,189,539,199)
classified-ad xyxy=(416,1237,612,1293)
column-news xyxy=(622,79,918,2306)
table-cell: 20.000 xyxy=(509,170,539,180)
author-signature: Ι. Μ. ΤΑΓΙΑΔΟΣ xyxy=(340,1765,405,1776)
table-cell: ΑΒΓ α) ΑΓΓ xyxy=(63,239,112,249)
table-cell: ΣΤ β) ΔΗ xyxy=(63,268,102,278)
stock-table-2 xyxy=(61,301,405,390)
stock-table-3 xyxy=(61,403,405,452)
article-body: Κατὰ τὴν χθεσινὴν τετάρτην κλήρωσιν τοῦ Ἐθνικοῦ Λαχείου ἐξῆλθον οἱ κάτωθι ἀριθμοὶ κερδίζοντες τὰ ἀντίστοιχα ποσά: xyxy=(416,115,612,147)
table-cell: 500 500 —4,17 xyxy=(315,360,378,370)
article-headline: ΙΑΤΡΟΣ ΠΑΡΕΜΕΙΝΕ ΟΛΟΓΥΜΝΟΣ ΕΙΣ ΤΟ ΑΛΣΟΣ ΣΥΓΓΡΟΥ ΚΑΤΟΠΙΝ ΚΛΟΠΗΣ ΤΩΝ ΕΝΔΥΜΑΤΩΝ ΤΟΥ xyxy=(641,344,898,387)
table-cell: 1915 Πραγ. xyxy=(63,249,112,259)
article-headline: Η ΕΓΚΑΤΑΣΤΑΣΙΣ ΑΠΟΙΚΙΑΣ ΨΥΧΟΠΑΘΩΝ ΕΙΣ ΛΕΡΟΝ xyxy=(628,811,912,841)
article-body: Χθὲς τὴν πρωΐαν ἀνεχώρησε διὰ Θεσσαλονίκην ὁ ὑφυπουργὸς Ἐμπορίου κ. Μάρκος, καὶ παρακολουθήσει τὰς ἐργασίας διὰ τὴν ὀργάνωσιν τῆς ἐκθέσεως. Ἐπεσκέφθη τὰ περίπτερα καὶ διεπίστωσεν ὅτι αἱ ἐργασίαι προχωροῦν ἱκανοποιητικῶς. xyxy=(61,475,405,516)
table-cell: 24 xyxy=(134,301,144,311)
ad-line: Πανεπιστημίου 46, γωνία Χαρ. Τρικούπη. Τηλ. 614.422 xyxy=(428,1326,600,1347)
table-cell: — xyxy=(315,350,321,360)
ad-name: ΑΦΡΟΔΙΣΙΑ ΝΟΣΗΜΑΤΑ Α. ΓΡΗΓΟΡΙΑΔΗΣ xyxy=(442,1242,586,1267)
article-body: Ἀπὸ πολλῶν ἐτῶν αἱ ἀπόψεις τῆς Ἀγγλίας ἔναντι τοῦ Κυπριακοῦ δὲν ἐπέτυχον νὰ πείσουν τὰς Ἡνωμένας Πολιτείας. Ἡ βρεταννικὴ διπλωματία προσπαθεῖ νῦν νὰ προσεταιρισθῇ τὴν Οὐάσιγκτων ἐπικαλουμένη τὴν στρατηγικὴν σημασίαν τῆς νήσου διὰ τὴν ἄμυναν τῆς Μέσης Ἀνατολῆς. Ἡ ἀμερικανικὴ κυβέρνησις ὅμως παρακολουθεῖ μετ' ἐπιφυλάξεως τὰς ἐξελίξεις. xyxy=(61,1710,405,1762)
table-row xyxy=(61,259,405,268)
table-row xyxy=(416,171,612,181)
article-body: Νυκτερινὴ πληροφορία περὶ συλλήψεως τοῦ δράστου εἰς Πάτρας διεψεύσθη ὑπὸ τῶν ἁρμοδίων ἀρχῶν. xyxy=(627,308,913,329)
column-economy xyxy=(61,79,405,2306)
article-body: Ἐρωτηθεὶς ἐπίσης περὶ τοῦ ἀντικαρκινικοῦ ἰδρύματος, ὁ κ. Παπανικολάου ἐδήλωσεν ὅτι εἶναι ἀναγκαία ἡ ἵδρυσις κέντρου ἐρευνῶν εἰς Ἑλλάδα. xyxy=(1351,899,1559,940)
article-body: Ὑπὸ τῆς Γενικῆς Ἀσφαλείας Ἀθηνῶν ἐξακολουθοῦν καὶ χθὲς κατὰ τὰς αὐτὰς δραστηριότητας αἱ ἀνακριτικαὶ ἔρευναι διὰ τὴν ἀνακάλυψιν τοῦ δράστου τῆς δολοφονίας τοῦ Δημ. Πέπε. Ἐξητάσθησαν πολλοὶ μάρτυρες καὶ ἐλέγχθησαν διάφοραι πληροφορίαι, χωρὶς ὅμως νὰ προκύψῃ θετικόν τι ἀποτέλεσμα. xyxy=(622,239,918,290)
article-body: Ὁ ὑφυπουργὸς Προνοίας κ. Νασ. ἐδήλωσε ὅτι προχωρεῖ ἡ ἐγκατάστασις τῆς ἀποικίας ψυχοπαθῶν εἰς τὴν νῆσον Λέρον καὶ ὅτι αἱ ἐργασίαι θὰ ὁλοκληρωθοῦν ἐντὸς τοῦ ἔτους. xyxy=(622,839,918,870)
article-body: Εἰς τὴν Αἴγυπτον διαβιοῦν σήμερον περὶ τὰς 100.000 Ἑλλήνων, οἱ ὁποῖοι ἀσχολοῦνται κυρίως μὲ τὸ ἐμπόριον καὶ τὴν βιομηχανίαν. Ἡ ἑλληνικὴ παροικία ἀντιμετωπίζει νῦν σοβαρὰ προβλήματα λόγῳ τῶν νέων νόμων. xyxy=(622,1231,918,1272)
article-body: Εἰς τὴν Αἴγυπτον διαβιοῦν σήμερον περὶ τὰς 100.000 Ἑλλήνων, οἱ ὁποῖοι ἀσχολοῦνται κυρίως μὲ τὸ ἐμπόριον καὶ τὴν βιομηχανίαν. Ἡ ἑλληνικὴ παροικία ἀντιμετωπίζει νῦν σοβαρὰ προβλήματα λόγῳ τῶν νέων νόμων. xyxy=(622,1185,918,1227)
table-cell: 18.778 xyxy=(418,199,447,209)
table-row xyxy=(61,229,405,239)
article-headline: Η ΚΥΒΕΡΝΗΣΙΣ ΔΙΑ ΤΗΝ «ΑΡΓΗΓΗΝ» ΠΡΟΣ ΤΟΥΣ ΑΞΙΩΜΑΤΙΚΟΥΣ xyxy=(950,866,1102,910)
article-subhead: ΠΤΥΧΙΑ ΚΑΙ ΠΡΟΝΟΜΙΑ xyxy=(1406,1071,1504,1082)
article-body: Κατόπιν αἰτήσεως τῶν κατοίκων Φαλήρου καὶ Καλαμακίου ἐξετάζεται ἡ ἀπαλλοτρίωσις τοῦ κτήματος διὰ τὴν δημιουργίαν πάρκου. xyxy=(928,278,1125,310)
table-cell: 122 xyxy=(134,350,149,360)
article-body: Ἡ κυβέρνησις ἀπαντᾷ εἰς τὰς αἰτιάσεις τῆς ἀντιπολιτεύσεως καὶ δηλοῖ ὅτι ἡ στάσις της ἔναντι τῶν ἀξιωματικῶν παραμένει ἀμετάβλητος. xyxy=(928,1238,1125,1280)
column-lottery xyxy=(416,79,612,2306)
table-cell: 24,5 — xyxy=(134,331,163,340)
table-cell: 150 xyxy=(172,239,188,249)
article-body: Ἀκολούθως ὁ Ἕλλην καρκινολόγος ἐτόνισεν ὅτι δὲν ἔχει ἀποδειχθῇ πλήρως ἡ σχέσις μεταξὺ καπνίσματος καὶ καρκίνου τῶν πνευμόνων, ἐνῷ τὰ καυσαέρια τῶν αὐτοκινήτων ἀποτελοῦν ἐπίσης παράγοντα κινδύνου. xyxy=(1351,733,1559,786)
article-body: Αἱ ἀρχαὶ ἐξετάζουν μέτρα διὰ τὴν ἀπασχόλησιν τῶν ἀνέργων οἰκογενειαρχῶν. xyxy=(928,772,1125,793)
table-cell: 10.000 xyxy=(509,199,539,209)
ad-name: ΔΡ Α. ΚΩΣΤΟΥΛΑΣ xyxy=(463,1156,565,1168)
table-cell: 3,10 xyxy=(159,422,179,432)
article-subhead: ΑΛΛΗΛΟΓΡΑΦΙΑ xyxy=(256,684,405,702)
table-row xyxy=(416,161,612,171)
article-body: Κον Π. ΚΟΤΣΙΚΑΝ.— Δὲν πρόκειται διὰ τὸ νόμον συνταξιοδοτήσεως καὶ τὰ ἀπαιτούμενα δικαιολογητικά, διότι δὲν ἔχετε συμπληρώσει τὸν ἀπαιτούμενον ἀριθμὸν ἡμερῶν ἐργασίας. Κον ΑΛ. ΚΑΣΤΡΙΩΤΗΝ.— Ἡ αἴτησίς σας ἐξητάσθη καὶ θὰ λάβετε ἀπάντησιν ἐντὸς τῶν ἡμερῶν. xyxy=(61,750,405,791)
article-body: Ὁ διάσημος Ἕλλην καρκινολόγος καθηγητὴς κ. Γεώργιος Παπανικολάου, ὁ ὁποῖος εὑρίσκεται εἰς Ἀθήνας, ἔδωσε χθὲς συνέντευξιν εἰς τὸν συντάκτην μας διὰ τὸν καρκίνον καὶ τὴν ἐγκαιρὸν διάγνωσιν αὐτοῦ. Ὁ κ. Παπανικολάου ἐξήγησεν ὅτι ἡ μέθοδος του ἐπιτρέπει τὴν διάγνωσιν τοῦ καρκίνου εἰς πολὺ πρώιμον στάδιον. xyxy=(1135,385,1343,468)
article-headline: ΕΚΤΕΛΕΣΙΣ ΕΡΓΩΝ ΥΠΟ ΠΑΟΥΙΝ ΤΟΥ ΣΤΟΛΟΥ xyxy=(432,870,596,894)
article-body: Ὁ ὑπουργὸς Ἐργασίας κ. Θεοτόκης ἐδήλωσεν ὅτι θὰ μελετηθοῦν μετὰ προσοχῆς τὰ αἰτήματα τῶν ὑπαλλήλων τοῦ ΙΚΑ καὶ ὅτι θὰ ληφθοῦν τὰ ἐνδεικνυόμενα μέτρα. xyxy=(622,536,918,567)
article-headline: ΑΓΓΛΟΣ ΔΙΠΛΩΜΑΤΟΦΡΟΣ ΑΦΙΚΕΤΟ ΕΙΣ ΑΘΗΝΑΣ xyxy=(421,804,607,828)
table-row xyxy=(61,422,405,432)
article-headline: Ο ΕΛΛΗΝΙΣΜΟΣ ΤΗΣ ΑΙΓΥΠΤΟΥ xyxy=(636,1015,904,1036)
table-row xyxy=(416,190,612,200)
article-body: Κατόπιν τοῦ διαβήματος τῶν ἰδιοκτητῶν λεωφορείων πούλμαν πρὸς τὸ ὑπουργεῖον Συγκοινωνιῶν, ἐγένετο συζήτησις ἐπὶ τοῦ ζητήματος τῆς ἐκμεταλλεύσεως. xyxy=(416,647,612,689)
article-body: Κατόπιν αἰτήσεως τῶν κατοίκων Φαλήρου καὶ Καλαμακίου ἐξετάζεται ἡ ἀπαλλοτρίωσις τοῦ κτήματος διὰ τὴν δημιουργίαν πάρκου. xyxy=(928,244,1125,275)
lottery-numbers: 3178 9784 12203 18130 29911 47913 51015 63490 65394 68577 42789 3089 14213 14867 22549 33568 39970 38002 45532 49750 59707 64644 66516 72835 77543 xyxy=(416,308,612,360)
table-cell: 30 xyxy=(315,380,326,390)
article-body: Ὁ ὑπουργὸς Ἐργασίας κ. Θεοτόκης ἐδήλωσεν ὅτι θὰ μελετηθοῦν μετὰ προσοχῆς τὰ αἰτήματα τῶν ὑπαλλήλων τοῦ ΙΚΑ καὶ ὅτι θὰ ληφθοῦν τὰ ἐνδεικνυόμενα μέτρα. xyxy=(622,501,918,533)
article-body: ΒΟΛΟΣ, 22. Αἱ ἐπαγγελματικαὶ ὀργανώσεις ἐζήτησαν τὴν μεταφορὰν τῆς ἀργίας τῶν καταστημάτων. xyxy=(928,672,1125,704)
lead-subhead: Ο ΚΑΡΚΙΝΟΣ, Η ΔΙΑΓΝΩΣΙΣ ΤΟΥ ΚΑΙ Η ΘΕΡΑΠΕΙΑ ΤΟΥ.— Ο ΚΑΠΝΟΣ ΚΑΙ ΤΑ ΚΑΥΣΑΕΡΙΑ xyxy=(1141,262,1553,290)
stock-total: Συνολικὴ ἀξία χρεωγράφων 2.509.700.000 (—4.672.000). xyxy=(87,455,379,466)
table-cell: Ἀσφ. Ἑθν. xyxy=(256,278,299,288)
article-headline: ΟΙ ΚΑΠΝΟΠΑΡΑΓΩΓΟΙ ΔΙΑ ΤΟ ΣΥΖΗΤΟΥΜΕΝΟΝ ΝΟΜΟΣΧΕΔΙΟΝ ΠΕΡΙ ΟΡΓΑΝΙΣΜΟΥ ΚΑΠΝΟΥ xyxy=(622,575,918,605)
table-cell: 1913 Πασ. xyxy=(63,340,107,350)
table-cell: 8,70 8,43 —3,45 xyxy=(159,432,231,442)
table-cell: Χαλκίδος xyxy=(287,422,326,432)
article-body: Ὁ διάσημος Ἕλλην καρκινολόγος καθηγητὴς κ. Γεώργιος Παπανικολάου, ὁ ὁποῖος εὑρίσκεται εἰς Ἀθήνας, ἔδωσε χθὲς συνέντευξιν εἰς τὸν συντάκτην μας διὰ τὸν καρκίνον καὶ τὴν ἐγκαιρὸν διάγνωσιν αὐτοῦ. Ὁ κ. Παπανικολάου ἐξήγησεν ὅτι ἡ μέθοδος του ἐπιτρέπει τὴν διάγνωσιν τοῦ καρκίνου εἰς πολὺ πρώιμον στάδιον. xyxy=(1351,299,1559,382)
article-body: Ἀπὸ πολλῶν ἐτῶν αἱ ἀπόψεις τῆς Ἀγγλίας ἔναντι τοῦ Κυπριακοῦ δὲν ἐπέτυχον νὰ πείσουν τὰς Ἡνωμένας Πολιτείας. Ἡ βρεταννικὴ διπλωματία προσπαθεῖ νῦν νὰ προσεταιρισθῇ τὴν Οὐάσιγκτων ἐπικαλουμένη τὴν στρατηγικὴν σημασίαν τῆς νήσου διὰ τὴν ἄμυναν τῆς Μέσης Ἀνατολῆς. Ἡ ἀμερικανικὴ κυβέρνησις ὅμως παρακολουθεῖ μετ' ἐπιφυλάξεως τὰς ἐξελίξεις. xyxy=(61,1046,405,1098)
article-body: Ὁ διάσημος Ἕλλην καρκινολόγος καθηγητὴς κ. Γεώργιος Παπανικολάου, ὁ ὁποῖος εὑρίσκεται εἰς Ἀθήνας, ἔδωσε χθὲς συνέντευξιν εἰς τὸν συντάκτην μας διὰ τὸν καρκίνον καὶ τὴν ἐγκαιρὸν διάγνωσιν αὐτοῦ. Ὁ κ. Παπανικολάου ἐξήγησεν ὅτι ἡ μέθοδος του ἐπιτρέπει τὴν διάγνωσιν τοῦ καρκίνου εἰς πολὺ πρώιμον στάδιον. xyxy=(1135,643,1343,726)
